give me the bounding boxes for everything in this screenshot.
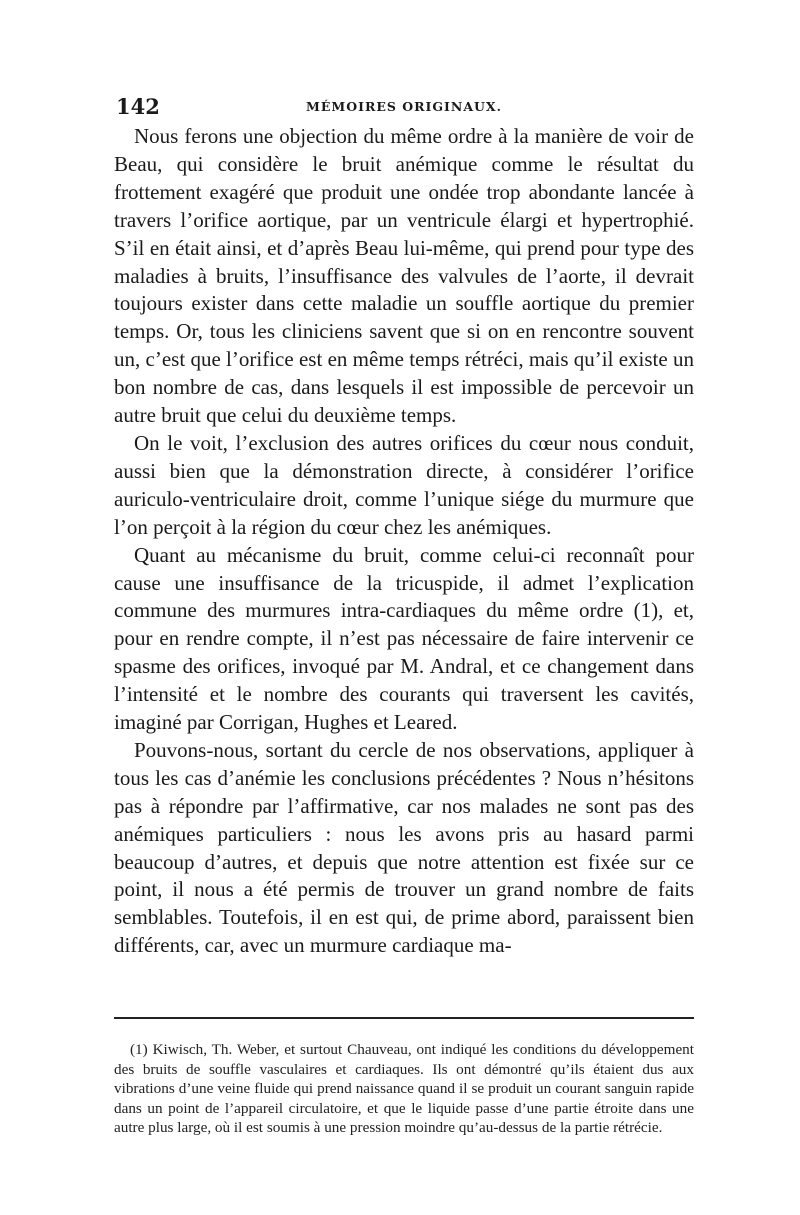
running-head: MÉMOIRES ORIGINAUX. — [306, 99, 502, 114]
page-header — [114, 94, 694, 122]
footnote-rule — [114, 1017, 694, 1019]
paragraph: Quant au mécanisme du bruit, comme celui-ci reconnaît pour cause une insuffisance de la tricuspide, il admet l’explication commune des murmures intra-cardiaques du même ordre (1), et, pour en rendre compte, il n’est pas nécessaire de faire intervenir ce spasme des orifices, invoqué par M. Andral, et ce changement dans l’intensité et le nombre des courants qui traversent les cavités, imaginé par Corrigan, Hughes et Leared. — [114, 542, 694, 735]
paragraph: Nous ferons une objection du même ordre à la manière de voir de Beau, qui considère le bruit anémique comme le résultat du frottement exagéré que produit une ondée trop abondante lancée à travers l’orifice aortique, par un ventricule élargi et hypertrophié. S’il en était ainsi, et d’après Beau lui-même, qui prend pour type des maladies à bruits, l’insuffisance des valvules de l’aorte, il devrait toujours exister dans cette maladie un souffle aortique du premier temps. Or, tous les cliniciens savent que si on en rencontre souvent un, c’est que l’orifice est en même temps rétréci, mais qu’il existe un bon nombre de cas, dans lesquels il est impossible de percevoir un autre bruit que celui du deuxième temps. — [114, 124, 694, 428]
paragraph: Pouvons-nous, sortant du cercle de nos observations, appliquer à tous les cas d’anémie les conclusions précédentes ? Nous n’hésitons pas à répondre par l’affirmative, car nos malades ne sont pas des anémiques particuliers : nous les avons pris au hasard parmi beaucoup d’autres, et depuis que notre attention est fixée sur ce point, il nous a été permis de trouver un grand nombre de faits semblables. Toutefois, il en est qui, de prime abord, paraissent bien différents, car, avec un murmure cardiaque ma- — [114, 737, 694, 958]
footnote: (1) Kiwisch, Th. Weber, et surtout Chauveau, ont indiqué les conditions du développement des bruits de souffle vasculaires et cardiaques. Ils ont démontré qu’ils étaient dus aux vibrations d’une veine fluide qui prend naissance quand il se produit un courant sanguin rapide dans un point de l’appareil circulatoire, et que le liquide passe d’une partie étroite dans une autre plus large, où il est soumis à une pression moindre qu’au-dessus de la partie rétrécie. — [114, 1041, 694, 1137]
page-number: 142 — [116, 94, 160, 119]
paragraph: On le voit, l’exclusion des autres orifices du cœur nous conduit, aussi bien que la démonstration directe, à considérer l’orifice auriculo-ventriculaire droit, comme l’unique siége du murmure que l’on perçoit à la région du cœur chez les anémiques. — [114, 430, 694, 539]
body-text — [114, 123, 694, 960]
